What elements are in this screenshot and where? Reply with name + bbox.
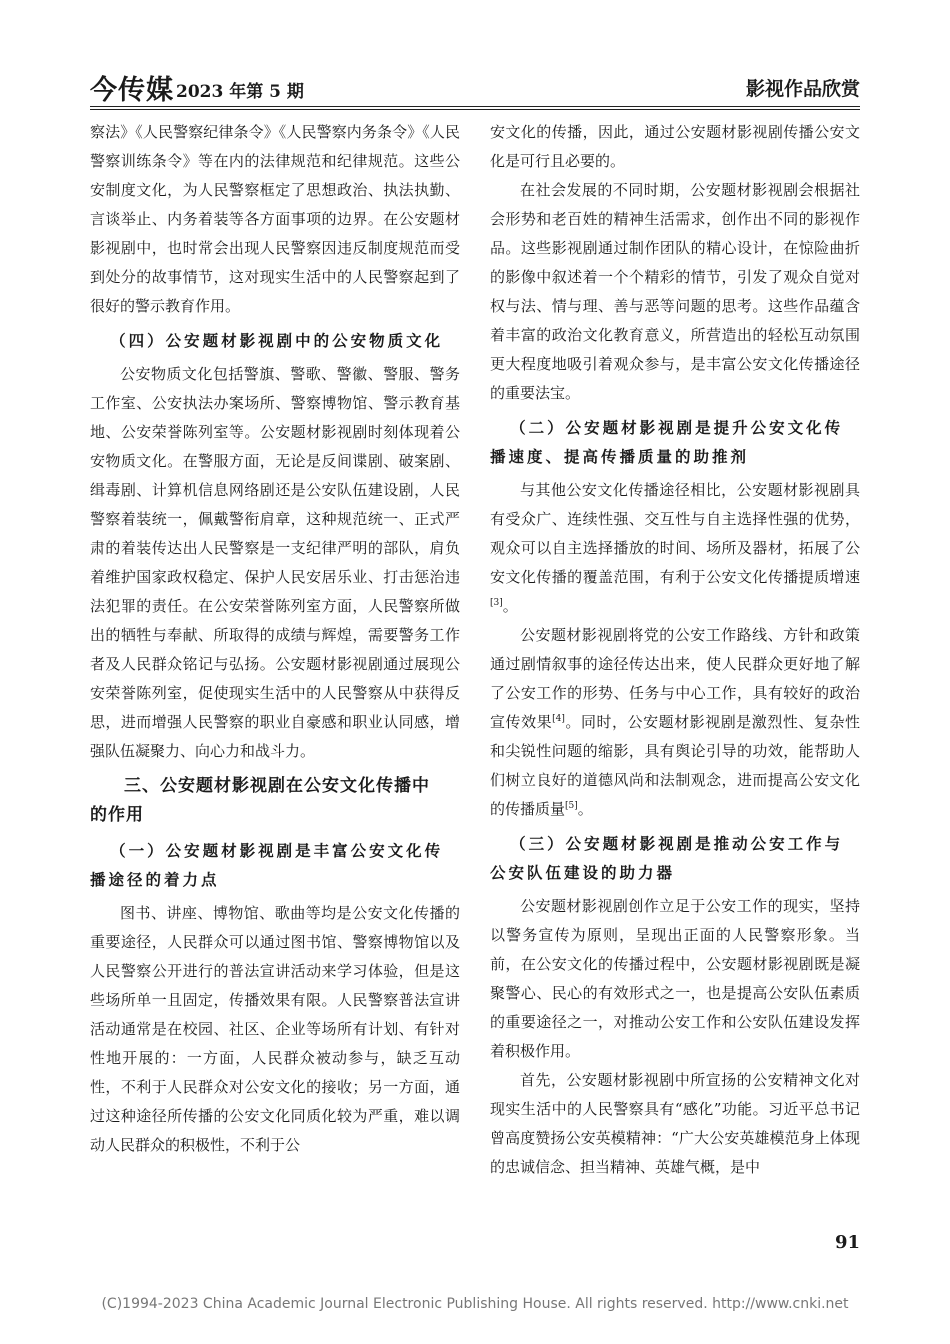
subsection-heading: （三）公安题材影视剧是推动公安工作与公安队伍建设的助力器	[490, 834, 844, 882]
paragraph-text: 图书、讲座、博物馆、歌曲等均是公安文化传播的重要途径，人民群众可以通过图书馆、警察博物馆以及人民警察公开进行的普法宣讲活动来学习体验，但是这些场所单一且固定，传播效果有限。人民警察普法宣讲活动通常是在校园、社区、企业等场所有计划、有针对性地开展的：一方面，人民群众被动参与，缺乏互动性，不利于人民群众对公安文化的接收；另一方面，通过这种途径所传播的公安文化同质化较为严重，难以调动人民群众的积极性，不利于公	[90, 904, 460, 1154]
paragraph-text: 察法》《人民警察纪律条令》《人民警察内务条令》《人民警察训练条令》等在内的法律规范和纪律规范。这些公安制度文化，为人民警察框定了思想政治、执法执勤、言谈举止、内务着装等各方面事项的边界。在公安题材影视剧中，也时常会出现人民警察因违反制度规范而受到处分的故事情节，这对现实生活中的人民警察起到了很好的警示教育作用。	[90, 123, 460, 315]
paragraph	[490, 892, 860, 1066]
copyright-footer: (C)1994-2023 China Academic Journal Electronic Publishing House. All rights reserved. http://www.cnki.net	[101, 1296, 849, 1312]
subsection-heading: （二）公安题材影视剧是提升公安文化传播速度、提高传播质量的助推剂	[490, 418, 844, 466]
paragraph-text: 。同时，公安题材影视剧是激烈性、复杂性和尖锐性问题的缩影，具有舆论引导的功效，能帮助人们树立良好的道德风尚和法制观念，进而提高公安文化的传播质量	[490, 713, 860, 818]
page-number: 91	[834, 1232, 860, 1253]
paragraph	[490, 118, 860, 176]
paragraph-text: 与其他公安文化传播途径相比，公安题材影视剧具有受众广、连续性强、交互性与自主选择性强的优势，观众可以自主选择播放的时间、场所及器材，拓展了公安文化传播的覆盖范围，有利于公安文化传播提质增速	[490, 481, 860, 586]
paragraph-text: 公安物质文化包括警旗、警歌、警徽、警服、警务工作室、公安执法办案场所、警察博物馆、警示教育基地、公安荣誉陈列室等。公安题材影视剧时刻体现着公安物质文化。在警服方面，无论是反间谍剧、破案剧、缉毒剧、计算机信息网络剧还是公安队伍建设剧，人民警察着装统一，佩戴警衔肩章，这种规范统一、正式严肃的着装传达出人民警察是一支纪律严明的部队，肩负着维护国家政权稳定、保护人民安居乐业、打击惩治违法犯罪的责任。在公安荣誉陈列室方面，人民警察所做出的牺牲与奉献、所取得的成绩与辉煌，需要警务工作者及人民群众铭记与弘扬。公安题材影视剧通过展现公安荣誉陈列室，促使现实生活中的人民警察从中获得反思，进而增强人民警察的职业自豪感和职业认同感，增强队伍凝聚力、向心力和战斗力。	[90, 365, 460, 760]
paragraph	[90, 118, 460, 321]
header-rule	[90, 106, 860, 110]
section-title: 影视作品欣赏	[745, 78, 860, 100]
subsection-heading: （四）公安题材影视剧中的公安物质文化	[110, 331, 444, 350]
journal-name: 今传媒	[90, 75, 174, 106]
section-heading	[90, 772, 460, 830]
paragraph	[490, 176, 860, 408]
paragraph-text: 安文化的传播，因此，通过公安题材影视剧传播公安文化是可行且必要的。	[490, 123, 860, 170]
paragraph-text: 首先，公安题材影视剧中所宣扬的公安精神文化对现实生活中的人民警察具有“感化”功能。习近平总书记曾高度赞扬公安英模精神：“广大公安英雄模范身上体现的忠诚信念、担当精神、英雄气概，是中	[490, 1071, 860, 1176]
left-column	[90, 118, 460, 1160]
running-header	[90, 68, 860, 104]
paragraph	[90, 360, 460, 766]
paragraph-text: 公安题材影视剧创作立足于公安工作的现实，坚持以警务宣传为原则，呈现出正面的人民警察形象。当前，在公安文化的传播过程中，公安题材影视剧既是凝聚警心、民心的有效形式之一，也是提高公安队伍素质的重要途径之一，对推动公安工作和公安队伍建设发挥着积极作用。	[490, 897, 860, 1060]
right-column	[490, 118, 860, 1182]
citation-ref: [5]	[565, 801, 578, 811]
paragraph	[490, 1066, 860, 1182]
citation-ref: [4]	[552, 714, 565, 724]
paragraph-text: 在社会发展的不同时期，公安题材影视剧会根据社会形势和老百姓的精神生活需求，创作出不同的影视作品。这些影视剧通过制作团队的精心设计，在惊险曲折的影像中叙述着一个个精彩的情节，引发了观众自觉对权与法、情与理、善与恶等问题的思考。这些作品蕴含着丰富的政治文化教育意义，所营造出的轻松互动氛围更大程度地吸引着观众参与，是丰富公安文化传播途径的重要法宝。	[490, 181, 860, 402]
section-heading-line: 的作用	[90, 805, 144, 825]
paragraph-text: 。	[502, 597, 518, 615]
paragraph-text: 公安题材影视剧将党的公安工作路线、方针和政策通过剧情叙事的途径传达出来，使人民群众更好地了解了公安工作的形势、任务与中心工作，具有较好的政治宣传效果	[490, 626, 860, 731]
paragraph-text: 。	[577, 800, 593, 818]
paragraph	[490, 476, 860, 621]
paragraph	[490, 621, 860, 824]
issue-label: 2023 年第 5 期	[176, 82, 304, 102]
paragraph	[90, 899, 460, 1160]
subsection-heading: （一）公安题材影视剧是丰富公安文化传播途径的着力点	[90, 841, 444, 889]
section-heading-line: 三、公安题材影视剧在公安文化传播中	[124, 776, 430, 796]
citation-ref: [3]	[490, 598, 503, 608]
